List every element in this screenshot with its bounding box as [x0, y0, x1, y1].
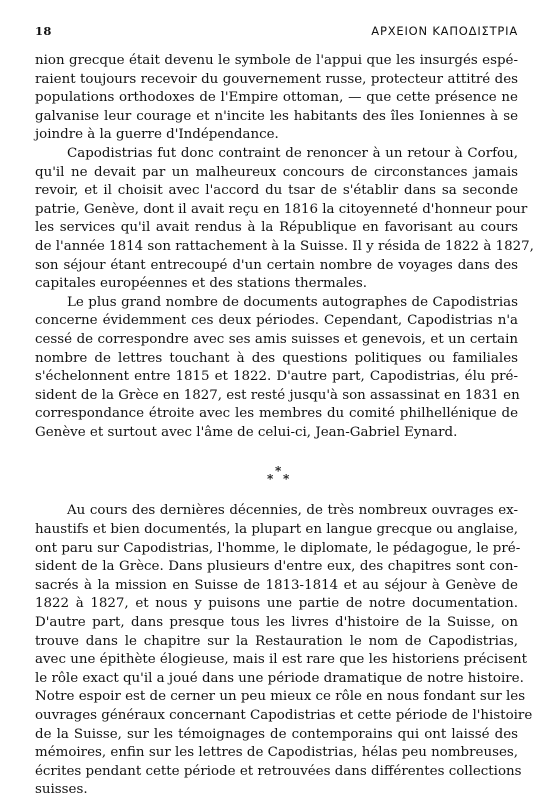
text-line: revoir, et il choisit avec l'accord du tsar de s'établir dans sa seconde	[35, 183, 518, 199]
text-line: haustifs et bien documentés, la plupart en langue grecque ou anglaise,	[35, 522, 518, 538]
text-line: concerne évidemment ces deux périodes. Cependant, Capodistrias n'a	[35, 313, 518, 329]
text-line: D'autre part, dans presque tous les livres d'histoire de la Suisse, on	[35, 615, 518, 631]
text-line: Au cours des dernières décennies, de très nombreux ouvrages ex-	[67, 503, 518, 519]
asterisk-icon: *	[267, 472, 274, 487]
section-divider-asterisks	[35, 454, 518, 494]
text-line: ont paru sur Capodistrias, l'homme, le diplomate, le pédagogue, le pré-	[35, 540, 521, 556]
text-line: écrites pendant cette période et retrouvées dans différentes collections	[35, 763, 522, 779]
paragraph-3	[35, 294, 518, 443]
paragraph-1	[35, 52, 518, 145]
text-line: de la Suisse, sur les témoignages de contemporains qui ont laissé des	[35, 726, 518, 742]
page-number: 18	[35, 24, 52, 38]
text-line: mémoires, enfin sur les lettres de Capodistrias, hélas peu nombreuses,	[35, 745, 518, 761]
text-line: son séjour étant entrecoupé d'un certain nombre de voyages dans des	[35, 257, 518, 273]
text-line: trouve dans le chapitre sur la Restauration le nom de Capodistrias,	[35, 633, 518, 649]
page-header	[35, 24, 518, 40]
text-line: de l'année 1814 son rattachement à la Suisse. Il y résida de 1822 à 1827,	[35, 238, 534, 254]
paragraph-2	[35, 145, 534, 294]
text-line: cessé de correspondre avec ses amis suisses et genevois, et un certain	[35, 331, 518, 347]
text-line: avec une épithète élogieuse, mais il est rare que les historiens précisent	[35, 652, 528, 668]
text-line: correspondance étroite avec les membres du comité philhellénique de	[35, 406, 518, 422]
text-line: s'échelonnent entre 1815 et 1822. D'autre part, Capodistrias, élu pré-	[35, 369, 518, 385]
text-line: qu'il ne devait par un malheureux concours de circonstances jamais	[35, 164, 518, 180]
text-line: le rôle exact qu'il a joué dans une période dramatique de notre histoire.	[35, 670, 524, 686]
asterisk-icon: *	[283, 472, 290, 487]
text-line: raient toujours recevoir du gouvernement russe, protecteur attitré des	[35, 71, 518, 87]
text-line: Le plus grand nombre de documents autographes de Capodistrias	[67, 294, 518, 310]
text-line: Genève et surtout avec l'âme de celui-ci, Jean-Gabriel Eynard.	[35, 424, 458, 440]
page-body	[35, 52, 534, 800]
text-line: suisses.	[35, 782, 88, 798]
text-line: sident de la Grèce. Dans plusieurs d'entre eux, des chapitres sont con-	[35, 559, 518, 575]
text-line: populations orthodoxes de l'Empire ottoman, — que cette présence ne	[35, 90, 518, 106]
text-line: nion grecque était devenu le symbole de l'appui que les insurgés espé-	[35, 53, 518, 68]
text-line: les services qu'il avait rendus à la République en favorisant au cours	[35, 220, 518, 236]
text-line: Notre espoir est de cerner un peu mieux ce rôle en nous fondant sur les	[35, 689, 526, 705]
text-line: patrie, Genève, dont il avait reçu en 1816 la citoyenneté d'honneur pour	[35, 201, 528, 217]
text-line: nombre de lettres touchant à des questions politiques ou familiales	[35, 350, 518, 366]
text-line: sacrés à la mission en Suisse de 1813-1814 et au séjour à Genève de	[35, 577, 518, 593]
text-line: galvanise leur courage et n'incite les habitants des îles Ioniennes à se	[35, 108, 518, 124]
text-line: sident de la Grèce en 1827, est resté jusqu'à son assassinat en 1831 en	[35, 387, 520, 403]
text-line: 1822 à 1827, et nous y puisons une partie de notre documentation.	[35, 596, 518, 612]
paragraph-4	[35, 502, 533, 800]
running-title: ΑΡΧΕΙΟΝ ΚΑΠΟΔΙΣΤΡΙΑ	[371, 24, 518, 38]
asterisk-icon: *	[275, 464, 282, 479]
text-line: ouvrages généraux concernant Capodistrias et cette période de l'histoire	[35, 708, 533, 723]
text-line: capitales européennes et des stations thermales.	[35, 276, 368, 292]
text-line: joindre à la guerre d'Indépendance.	[35, 127, 279, 143]
text-line: Capodistrias fut donc contraint de renoncer à un retour à Corfou,	[67, 145, 518, 161]
